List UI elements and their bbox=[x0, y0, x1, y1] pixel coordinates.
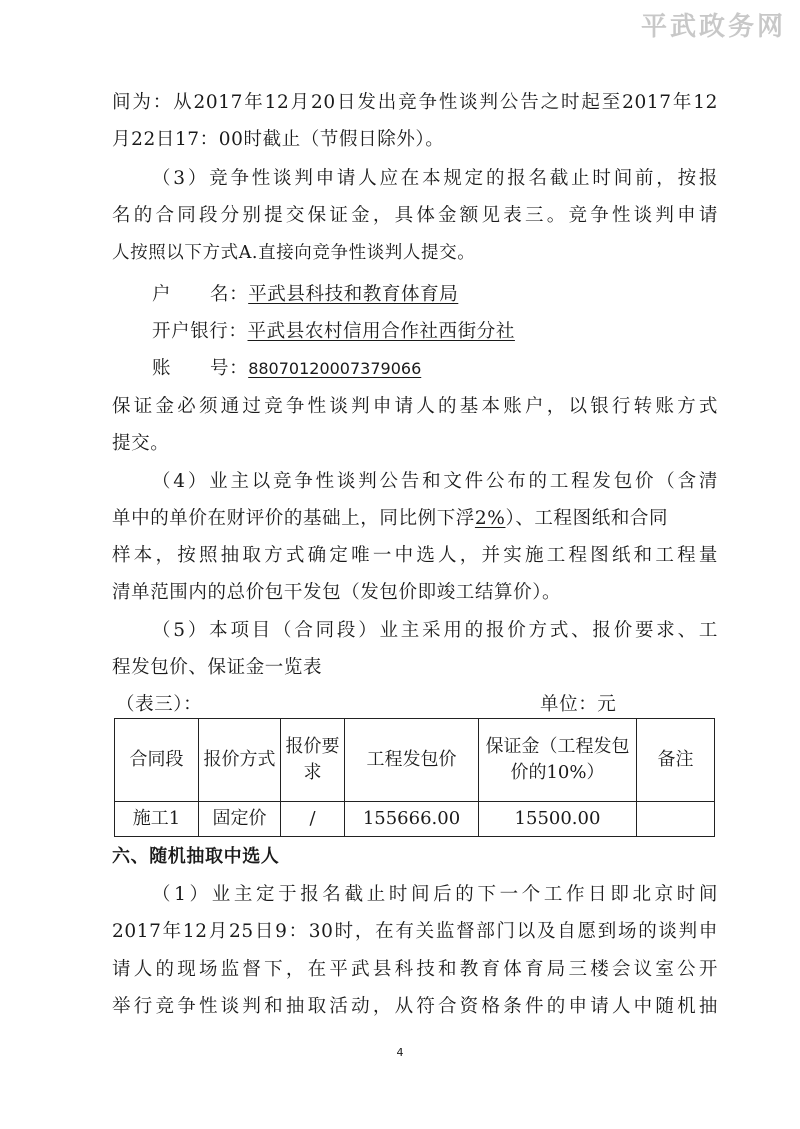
table-cell: 施工1 bbox=[115, 802, 199, 837]
table-cell: 15500.00 bbox=[479, 802, 637, 837]
table-header-cell: 报价方式 bbox=[199, 719, 281, 802]
paragraph-line: 清单范围内的总价包干发包（发包价即竣工结算价）。 bbox=[112, 582, 562, 603]
table-header-cell: 报价要求 bbox=[281, 719, 345, 802]
account-number-row bbox=[152, 357, 718, 381]
paragraph-line: 2017年12月25日9：30时，在有关监督部门以及自愿到场的谈判申 bbox=[112, 921, 718, 942]
account-number-value: 88070120007379066 bbox=[248, 359, 422, 378]
paragraph-line: 样本，按照抽取方式确定唯一中选人，并实施工程图纸和工程量 bbox=[112, 545, 718, 566]
paragraph-line: （5）本项目（合同段）业主采用的报价方式、报价要求、工 bbox=[152, 620, 718, 641]
paragraph-line: 程发包价、保证金一览表 bbox=[112, 657, 323, 678]
paragraph-line: 月22日17：00时截止（节假日除外）。 bbox=[112, 129, 445, 150]
quote-table bbox=[114, 718, 715, 837]
paragraph-line: （1）业主定于报名截止时间后的下一个工作日即北京时间 bbox=[152, 884, 718, 905]
account-name-label: 户 名： bbox=[152, 284, 249, 305]
table-header-cell: 工程发包价 bbox=[345, 719, 479, 802]
paragraph-line: 名的合同段分别提交保证金，具体金额见表三。竞争性谈判申请 bbox=[112, 205, 718, 226]
table-header-cell: 保证金（工程发包价的10%） bbox=[479, 719, 637, 802]
account-bank-value: 平武县农村信用合作社西街分社 bbox=[247, 321, 515, 342]
table-cell: 155666.00 bbox=[345, 802, 479, 837]
paragraph-line: 举行竞争性谈判和抽取活动，从符合资格条件的申请人中随机抽 bbox=[112, 996, 718, 1017]
paragraph-line: 间为：从2017年12月20日发出竞争性谈判公告之时起至2017年12 bbox=[112, 92, 718, 113]
discount-rate: 2% bbox=[474, 508, 506, 529]
paragraph-line: 提交。 bbox=[112, 433, 170, 454]
table-header-cell: 备注 bbox=[637, 719, 715, 802]
page-number: 4 bbox=[396, 1046, 404, 1059]
table-row bbox=[115, 802, 715, 837]
paragraph-line: （3）竞争性谈判申请人应在本规定的报名截止时间前，按报 bbox=[152, 168, 718, 189]
account-bank-row bbox=[152, 320, 718, 344]
account-name-value: 平武县科技和教育体育局 bbox=[248, 284, 459, 305]
paragraph-line: 人按照以下方式A.直接向竞争性谈判人提交。 bbox=[112, 243, 476, 263]
table-cell: 固定价 bbox=[199, 802, 281, 837]
account-name-row bbox=[152, 283, 718, 307]
paragraph-line bbox=[112, 507, 718, 531]
table-header-cell: 合同段 bbox=[115, 719, 199, 802]
account-number-label: 账 号： bbox=[152, 358, 249, 379]
table-cell: / bbox=[281, 802, 345, 837]
section-heading: 六、随机抽取中选人 bbox=[112, 846, 280, 867]
paragraph-text: 单中的单价在财评价的基础上，同比例下浮 bbox=[112, 508, 475, 529]
paragraph-text: ）、工程图纸和合同 bbox=[505, 508, 669, 529]
paragraph-line: （4）业主以竞争性谈判公告和文件公布的工程发包价（含清 bbox=[152, 471, 718, 492]
paragraph-line: 请人的现场监督下，在平武县科技和教育体育局三楼会议室公开 bbox=[112, 959, 718, 980]
account-bank-label: 开户银行： bbox=[152, 321, 248, 342]
table-cell bbox=[637, 802, 715, 837]
watermark: 平武政务网 bbox=[640, 12, 786, 42]
table-unit: 单位：元 bbox=[540, 694, 617, 715]
table-caption: （表三）： bbox=[116, 694, 203, 715]
paragraph-line: 保证金必须通过竞争性谈判申请人的基本账户，以银行转账方式 bbox=[112, 396, 718, 417]
table-header-row bbox=[115, 719, 715, 802]
